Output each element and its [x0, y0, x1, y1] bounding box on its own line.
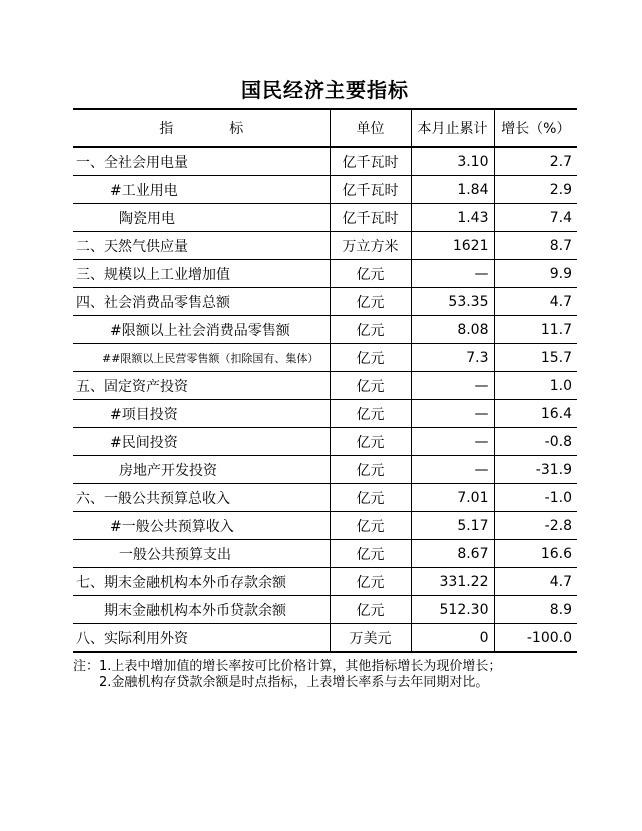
- indicator-cell: 四、社会消费品零售总额: [73, 288, 330, 316]
- header-growth: 增长（%）: [494, 109, 577, 147]
- cumulative-cell: 7.3: [411, 344, 494, 372]
- table-row: [73, 316, 577, 344]
- unit-cell: 亿元: [330, 568, 411, 596]
- indicator-cell: #限额以上社会消费品零售额: [73, 316, 330, 344]
- indicator-cell: 一、全社会用电量: [73, 147, 330, 176]
- table-row: [73, 456, 577, 484]
- growth-cell: 11.7: [494, 316, 577, 344]
- note-line: 1.上表中增加值的增长率按可比价格计算，其他指标增长为现价增长；: [99, 659, 502, 674]
- cumulative-cell: 5.17: [411, 512, 494, 540]
- header-indicator: 指 标: [73, 109, 330, 147]
- cumulative-cell: —: [411, 400, 494, 428]
- note-line: 2.金融机构存贷款余额是时点指标，上表增长率系与去年同期对比。: [99, 675, 489, 690]
- header-cumulative: 本月止累计: [411, 109, 494, 147]
- growth-cell: -31.9: [494, 456, 577, 484]
- cumulative-cell: 1.84: [411, 176, 494, 204]
- table-row: [73, 232, 577, 260]
- growth-cell: 4.7: [494, 288, 577, 316]
- growth-cell: -0.8: [494, 428, 577, 456]
- cumulative-cell: 1621: [411, 232, 494, 260]
- indicator-cell: #工业用电: [73, 176, 330, 204]
- table-row: [73, 428, 577, 456]
- header-row: [73, 109, 577, 147]
- growth-cell: 8.9: [494, 596, 577, 624]
- growth-cell: 1.0: [494, 372, 577, 400]
- unit-cell: 亿元: [330, 260, 411, 288]
- table-row: [73, 512, 577, 540]
- unit-cell: 亿元: [330, 456, 411, 484]
- unit-cell: 亿元: [330, 316, 411, 344]
- indicator-cell: #民间投资: [73, 428, 330, 456]
- growth-cell: -1.0: [494, 484, 577, 512]
- unit-cell: 亿千瓦时: [330, 147, 411, 176]
- cumulative-cell: 7.01: [411, 484, 494, 512]
- cumulative-cell: 8.67: [411, 540, 494, 568]
- table-row: [73, 288, 577, 316]
- indicator-cell: 八、实际利用外资: [76, 630, 188, 647]
- table-row: [73, 344, 577, 372]
- indicator-cell: 一般公共预算支出: [73, 540, 330, 568]
- cumulative-cell: 512.30: [411, 596, 494, 624]
- footnotes: [73, 659, 577, 691]
- indicator-cell: 陶瓷用电: [73, 204, 330, 232]
- unit-cell: 亿元: [330, 512, 411, 540]
- growth-cell: 16.4: [494, 400, 577, 428]
- growth-cell: 9.9: [494, 260, 577, 288]
- growth-cell: 7.4: [494, 204, 577, 232]
- indicator-cell: #项目投资: [73, 400, 330, 428]
- unit-cell: 亿千瓦时: [330, 204, 411, 232]
- page-title: 国民经济主要指标: [241, 78, 409, 102]
- cumulative-cell: 331.22: [411, 568, 494, 596]
- cumulative-cell: 1.43: [411, 204, 494, 232]
- cumulative-cell: —: [411, 372, 494, 400]
- growth-cell: 15.7: [494, 344, 577, 372]
- cumulative-cell: 53.35: [411, 288, 494, 316]
- unit-cell: 亿元: [330, 400, 411, 428]
- table-row: [73, 624, 577, 653]
- indicators-table: [73, 108, 577, 653]
- growth-cell: -2.8: [494, 512, 577, 540]
- indicator-cell: ##限额以上民营零售额（扣除国有、集体）: [73, 344, 330, 372]
- table-row: [73, 176, 577, 204]
- table-row: [73, 596, 577, 624]
- cumulative-cell: 3.10: [411, 147, 494, 176]
- growth-cell: 4.7: [494, 568, 577, 596]
- cumulative-cell: 8.08: [411, 316, 494, 344]
- cumulative-cell: 0: [411, 624, 494, 653]
- growth-cell: 8.7: [494, 232, 577, 260]
- unit-cell: 亿元: [330, 484, 411, 512]
- unit-cell: 万立方米: [330, 232, 411, 260]
- notes-lines: [99, 659, 577, 691]
- table-row: [73, 147, 577, 176]
- table-row: [73, 260, 577, 288]
- growth-cell: 2.7: [494, 147, 577, 176]
- unit-cell: 亿元: [330, 540, 411, 568]
- unit-cell: 亿元: [330, 372, 411, 400]
- cumulative-cell: —: [411, 456, 494, 484]
- header-unit: 单位: [330, 109, 411, 147]
- table-row: [73, 568, 577, 596]
- unit-cell: 亿元: [330, 596, 411, 624]
- indicator-cell: 六、一般公共预算总收入: [73, 484, 330, 512]
- table-row: [73, 400, 577, 428]
- table-row: [73, 540, 577, 568]
- unit-cell: 万美元: [330, 624, 411, 653]
- unit-cell: 亿元: [330, 428, 411, 456]
- cumulative-cell: —: [411, 428, 494, 456]
- growth-cell: -100.0: [494, 624, 577, 653]
- indicator-cell: 七、期末金融机构本外币存款余额: [73, 568, 330, 596]
- notes-label: 注：: [73, 659, 100, 674]
- table-row: [73, 204, 577, 232]
- indicator-cell: 五、固定资产投资: [73, 372, 330, 400]
- cumulative-cell: —: [411, 260, 494, 288]
- table-row: [73, 484, 577, 512]
- indicator-cell: 二、天然气供应量: [73, 232, 330, 260]
- indicator-cell: 三、规模以上工业增加值: [73, 260, 330, 288]
- indicator-cell: 期末金融机构本外币贷款余额: [73, 596, 330, 624]
- indicator-cell: #一般公共预算收入: [73, 512, 330, 540]
- indicator-cell: 房地产开发投资: [73, 456, 330, 484]
- growth-cell: 2.9: [494, 176, 577, 204]
- unit-cell: 亿元: [330, 288, 411, 316]
- unit-cell: 亿千瓦时: [330, 176, 411, 204]
- growth-cell: 16.6: [494, 540, 577, 568]
- unit-cell: 亿元: [330, 344, 411, 372]
- table-row: [73, 372, 577, 400]
